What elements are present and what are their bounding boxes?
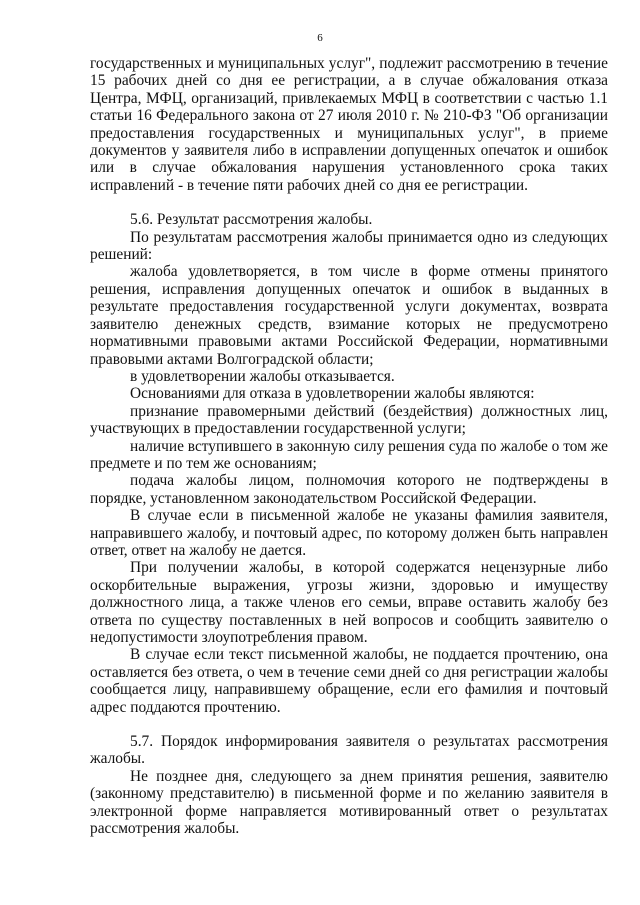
- document-body: [90, 55, 608, 837]
- page-number: 6: [317, 32, 323, 44]
- paragraph-gap: [90, 716, 608, 733]
- list-item: жалоба удовлетворяется, в том числе в форме отмены принятого решения, исправления допущенных опечаток и ошибок в выданных в результате предоставления государственной услуги документах, возврата заявителю денежных средств, взимание которых не предусмотрено нормативными правовыми актами Российской Федерации, нормативными правовыми актами Волгоградской области;: [90, 263, 608, 368]
- paragraph: В случае если текст письменной жалобы, не поддается прочтению, она оставляется без ответа, о чем в течение семи дней со дня регистрации жалобы сообщается лицу, направившему обращение, если его фамилия и почтовый адрес поддаются прочтению.: [90, 646, 608, 716]
- paragraph-continuation: государственных и муниципальных услуг", подлежит рассмотрению в течение 15 рабочих дней со дня ее регистрации, а в случае обжалования отказа Центра, МФЦ, организаций, привлекаемых МФЦ в соответствии с частью 1.1 статьи 16 Федерального закона от 27 июля 2010 г. № 210-ФЗ "Об организации предоставления государственных и муниципальных услуг", в приеме документов у заявителя либо в исправлении допущенных опечаток и ошибок или в случае обжалования нарушения установленного срока таких исправлений - в течение пяти рабочих дней со дня ее регистрации.: [90, 55, 608, 194]
- paragraph: По результатам рассмотрения жалобы принимается одно из следующих решений:: [90, 228, 608, 264]
- section-heading-5-6: 5.6. Результат рассмотрения жалобы.: [130, 211, 373, 229]
- list-item: признание правомерными действий (бездействия) должностных лиц, участвующих в предоставлении государственной услуги;: [90, 402, 608, 438]
- paragraph: При получении жалобы, в которой содержатся нецензурные либо оскорбительные выражения, угрозы жизни, здоровью и имуществу должностного лица, а также членов его семьи, вправе оставить жалобу без ответа по существу поставленных в ней вопросов и сообщить заявителю о недопустимости злоупотребления правом.: [90, 559, 608, 646]
- paragraph: Не позднее дня, следующего за днем принятия решения, заявителю (законному представителю) в письменной форме и по желанию заявителя в электронной форме направляется мотивированный ответ о результатах рассмотрения жалобы.: [90, 767, 608, 838]
- paragraph-gap: [90, 194, 608, 211]
- list-item: в удовлетворении жалобы отказывается.: [130, 367, 395, 385]
- list-item: подача жалобы лицом, полномочия которого не подтверждены в порядке, установленном законодательством Российской Федерации.: [90, 472, 608, 507]
- section-heading-5-7: 5.7. Порядок информирования заявителя о результатах рассмотрения жалобы.: [90, 733, 608, 768]
- paragraph: В случае если в письменной жалобе не указаны фамилия заявителя, направившего жалобу, и почтовый адрес, по которому должен быть направлен ответ, ответ на жалобу не дается.: [90, 507, 608, 559]
- list-item: наличие вступившего в законную силу решения суда по жалобе о том же предмете и по тем же основаниям;: [90, 437, 608, 472]
- paragraph: Основаниями для отказа в удовлетворении жалобы являются:: [130, 385, 535, 403]
